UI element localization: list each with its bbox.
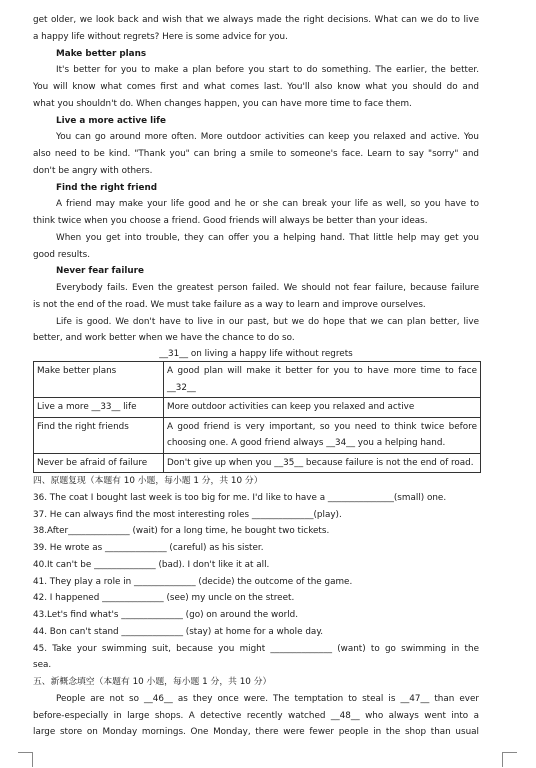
question-line: 44. Bon can't stand ______________ (stay) at home for a whole day. [33,626,324,637]
passage-line: It's better for you to make a plan before you start to do something. The earlier, the better. [56,65,479,76]
table-cell-detail: Don't give up when you __35__ because failure is not the end of road. [164,453,481,473]
table-caption: __31__ on living a happy life without regrets [159,349,353,359]
section-heading: Find the right friend [56,182,158,193]
table-cell-topic: Find the right friends [34,417,164,453]
section-5-header: 五、新概念填空（本题有 10 小题，每小题 1 分，共 10 分） [33,677,272,687]
summary-table [33,361,481,473]
crop-mark-bottom-left [18,752,33,767]
section-heading: Live a more active life [56,115,166,126]
passage-line: When you get into trouble, they can offer you a helping hand. That little help may get you [56,232,479,243]
passage-line: good results. [33,249,90,260]
table-row [34,362,481,398]
passage-line: a happy life without regrets? Here is some advice for you. [33,31,288,42]
table-row [34,453,481,473]
question-line: 39. He wrote as ______________ (careful) as his sister. [33,543,264,553]
question-line: sea. [33,660,52,671]
section-heading: Never fear failure [56,266,144,277]
crop-mark-bottom-right [502,752,517,767]
table-cell-detail: A good plan will make it better for you to have more time to face __32__ [164,362,481,398]
section-heading: Make better plans [56,48,147,59]
table-cell-detail: More outdoor activities can keep you relaxed and active [164,398,481,418]
section-4-header: 四、原题复现（本题有 10 小题，每小题 1 分，共 10 分） [33,476,263,486]
table-cell-detail: A good friend is very important, so you need to think twice before choosing one. A good friend always __34__ you a helping hand. [164,417,481,453]
table-row [34,417,481,453]
passage-line: before-especially in large shops. A detective recently watched __48__ who always went into a [33,710,479,721]
table-cell-topic: Never be afraid of failure [34,453,164,473]
document-content [33,12,479,741]
question-line: 38.After______________ (wait) for a long time, he bought two tickets. [33,526,330,537]
table-cell-topic: Make better plans [34,362,164,398]
section-5-passage [33,691,479,741]
passage-line: also need to be kind. "Thank you" can bring a smile to someone's face. Learn to say "sorry" and [33,149,479,159]
table-row [34,398,481,418]
passage-line: get older, we look back and wish that we always made the right decisions. What can we do to live [33,15,479,25]
question-line: 36. The coat I bought last week is too big for me. I'd like to have a _______________(small) one. [33,492,447,503]
question-line: 37. He can always find the most interesting roles ______________(play). [33,509,342,520]
passage-line: Everybody fails. Even the greatest person failed. We should not fear failure, because failure [56,283,479,293]
passage-line: what you shouldn't do. When changes happen, you can have more time to face them. [33,98,412,109]
question-line: 45. Take your swimming suit, because you might ______________ (want) to go swimming in the [33,643,479,654]
passage-line: better, and work better when we have the chance to do so. [33,333,295,344]
passage-line: A friend may make your life good and he or she can break your life as well, so you have to [56,199,479,210]
reading-passage [33,12,479,347]
section-4-questions [33,490,479,674]
passage-line: don't be angry with others. [33,165,153,176]
question-line: 42. I happened ______________ (see) my uncle on the street. [33,593,295,604]
question-line: 43.Let's find what's ______________ (go) on around the world. [33,610,299,620]
passage-line: large store on Monday mornings. One Monday, there were fewer people in the shop than usual [33,727,479,738]
passage-line: think twice when you choose a friend. Good friends will always be better than your ideas. [33,216,428,226]
question-line: 41. They play a role in ______________ (decide) the outcome of the game. [33,576,353,587]
table-cell-topic: Live a more __33__ life [34,398,164,418]
passage-line: is not the end of the road. We must take failure as a way to learn and improve ourselves. [33,299,426,310]
passage-line: Life is good. We don't have to live in our past, but we do hope that we can plan better, live [56,316,479,327]
passage-line: You will know what comes first and what comes last. You'll also know what you should do and [33,82,479,92]
passage-line: People are not so __46__ as they once were. The temptation to steal is __47__ than ever [56,693,479,704]
passage-line: You can go around more often. More outdoor activities can keep you relaxed and active. You [56,132,479,143]
question-line: 40.It can't be ______________ (bad). I don't like it at all. [33,559,270,570]
